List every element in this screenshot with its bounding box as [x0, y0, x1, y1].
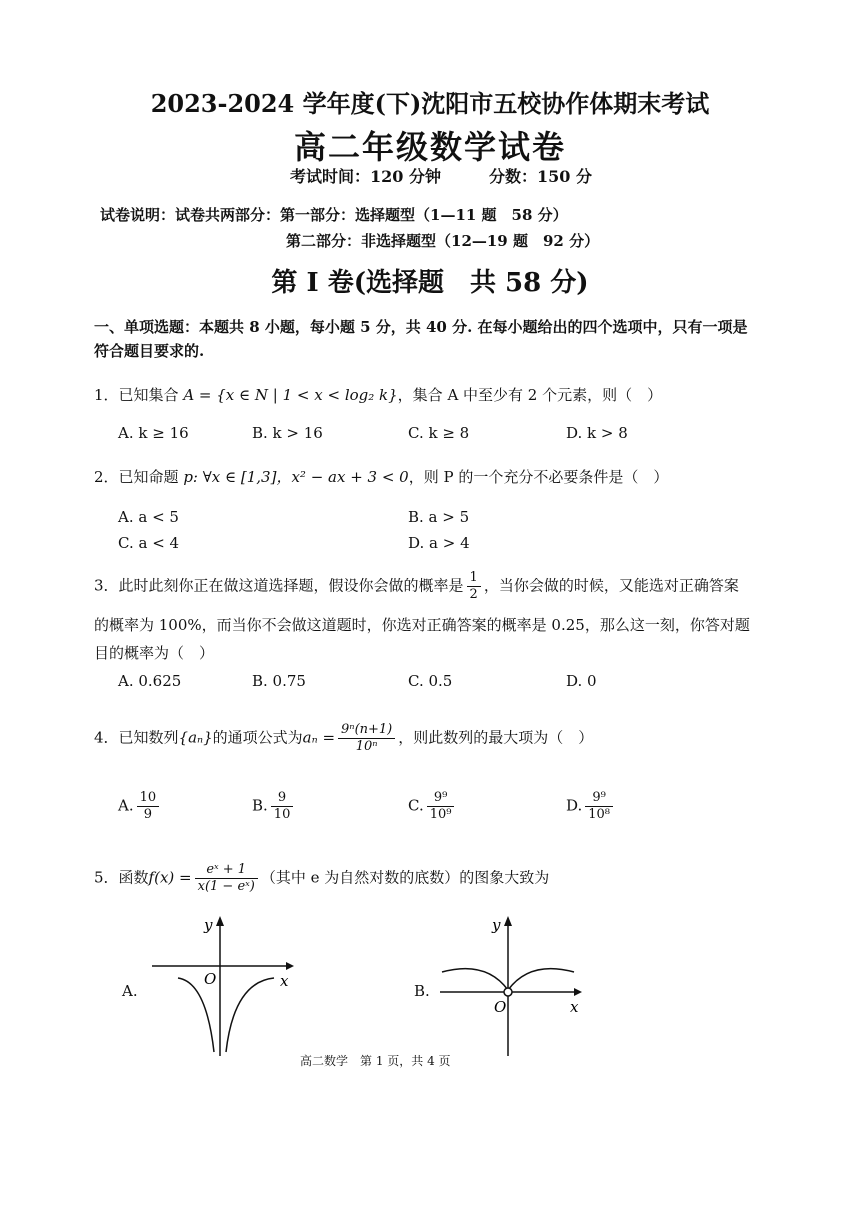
question-3-line2: 的概率为 100%，而当你不会做这道题时，你选对正确答案的概率是 0.25，那么这一刻，你答对题 [94, 616, 750, 634]
q5-function-label: f(x) = [148, 868, 192, 887]
q2-option-c[interactable]: C. a < 4 [118, 534, 180, 552]
x-axis-arrow [286, 962, 294, 970]
q5-stem-prefix: 5．函数 [94, 868, 149, 887]
q4-option-c[interactable]: C. $\frac{\text{9⁹}}{\text{10⁹}}$ [408, 790, 457, 823]
q5-function-fraction: $\frac{\text{eˣ + 1}}{\text{x(1 − eˣ)}}$ [195, 862, 258, 895]
y-axis-label: y [204, 916, 213, 934]
q4-option-d[interactable]: D. $\frac{\text{9⁹}}{\text{10⁸}}$ [566, 790, 616, 823]
exam-title: 2023-2024 学年度(下)沈阳市五校协作体期末考试 [150, 89, 710, 118]
q4-general-term-label: aₙ = [302, 728, 336, 747]
origin-label: O [494, 998, 507, 1016]
paper-description-line1: 试卷说明：试卷共两部分：第一部分：选择题型（1—11 题 58 分） [100, 206, 568, 224]
question-3-line1 [94, 570, 739, 603]
question-2-stem [94, 466, 668, 487]
curve-left [442, 969, 508, 990]
open-circle-at-origin [504, 988, 512, 996]
q4-general-term-fraction: $\frac{\text{9ⁿ(n+1)}}{\text{10ⁿ}}$ [338, 722, 395, 755]
part-title: 第 I 卷(选择题 共 58 分) [271, 268, 589, 298]
q1-stem-suffix: ，集合 A 中至少有 2 个元素，则（ ） [397, 386, 663, 404]
x-axis-label: x [280, 972, 289, 990]
q3-line1-start: 3．此时此刻你正在做这道选择题，假设你会做的概率是 [94, 576, 464, 595]
q2-stem-suffix: ，则 P 的一个充分不必要条件是（ ） [408, 468, 669, 486]
question-1-stem [94, 384, 662, 405]
q1-set-expression: A = {x ∈ N | 1 < x < log₂ k} [183, 386, 398, 404]
q1-option-b[interactable]: B. k > 16 [252, 424, 323, 442]
curve-right [226, 978, 274, 1052]
exam-time: 考试时间：120 分钟 [290, 167, 441, 186]
origin-label: O [204, 970, 217, 988]
q4-option-a[interactable]: A. $\frac{10}{9}$ [118, 790, 162, 823]
q3-option-a[interactable]: A. 0.625 [118, 672, 182, 690]
q3-option-c[interactable]: C. 0.5 [408, 672, 453, 690]
x-axis-label: x [570, 998, 579, 1016]
q5-stem-suffix: （其中 e 为自然对数的底数）的图象大致为 [260, 868, 550, 887]
exam-score: 分数：150 分 [488, 167, 592, 186]
q1-stem-prefix: 1．已知集合 [94, 386, 184, 404]
section-instructions-line2: 符合题目要求的. [94, 342, 205, 360]
q2-option-d[interactable]: D. a > 4 [408, 534, 470, 552]
question-3-line3: 目的概率为（ ） [94, 644, 215, 662]
paper-description-line2: 第二部分：非选择题型（12—19 题 92 分） [286, 232, 600, 250]
exam-meta [290, 164, 592, 187]
q1-option-c[interactable]: C. k ≥ 8 [408, 424, 470, 442]
section-instructions-line1: 一、单项选题：本题共 8 小题，每小题 5 分，共 40 分. 在每小题给出的四个选项中，只有一项是 [94, 318, 748, 336]
curve-left [178, 978, 214, 1052]
y-axis-arrow [216, 916, 224, 926]
q4-stem-prefix: 4．已知数列 [94, 728, 179, 747]
q5-graph-b[interactable] [436, 912, 586, 1058]
y-axis-arrow [504, 916, 512, 926]
y-axis-label: y [492, 916, 501, 934]
x-axis-arrow [574, 988, 582, 996]
q5-graph-a[interactable] [148, 912, 298, 1058]
q3-option-b[interactable]: B. 0.75 [252, 672, 306, 690]
q5-option-b-label[interactable]: B. [414, 982, 430, 1000]
exam-subtitle: 高二年级数学试卷 [293, 128, 566, 166]
question-4-stem [94, 722, 593, 755]
page-footer: 高二数学 第 1 页，共 4 页 [300, 1054, 451, 1068]
q5-option-a-label[interactable]: A. [122, 982, 138, 1000]
q2-proposition: p: ∀x ∈ [1,3]，x² − ax + 3 < 0 [183, 468, 409, 486]
q2-stem-prefix: 2．已知命题 [94, 468, 184, 486]
q1-option-a[interactable]: A. k ≥ 16 [118, 424, 189, 442]
q4-sequence: {aₙ} [178, 728, 213, 747]
q3-option-d[interactable]: D. 0 [566, 672, 597, 690]
q4-stem-mid: 的通项公式为 [212, 728, 303, 747]
q2-option-b[interactable]: B. a > 5 [408, 508, 470, 526]
q1-option-d[interactable]: D. k > 8 [566, 424, 628, 442]
curve-right [508, 969, 574, 990]
q3-line1-end: ，当你会做的时候，又能选对正确答案 [483, 576, 739, 595]
q2-option-a[interactable]: A. a < 5 [118, 508, 179, 526]
q3-half-fraction: $\frac{1}{2}$ [467, 570, 481, 603]
q4-option-b[interactable]: B. $\frac{9}{10}$ [252, 790, 296, 823]
q4-stem-suffix: ，则此数列的最大项为（ ） [398, 728, 594, 747]
question-5-stem [94, 862, 549, 895]
